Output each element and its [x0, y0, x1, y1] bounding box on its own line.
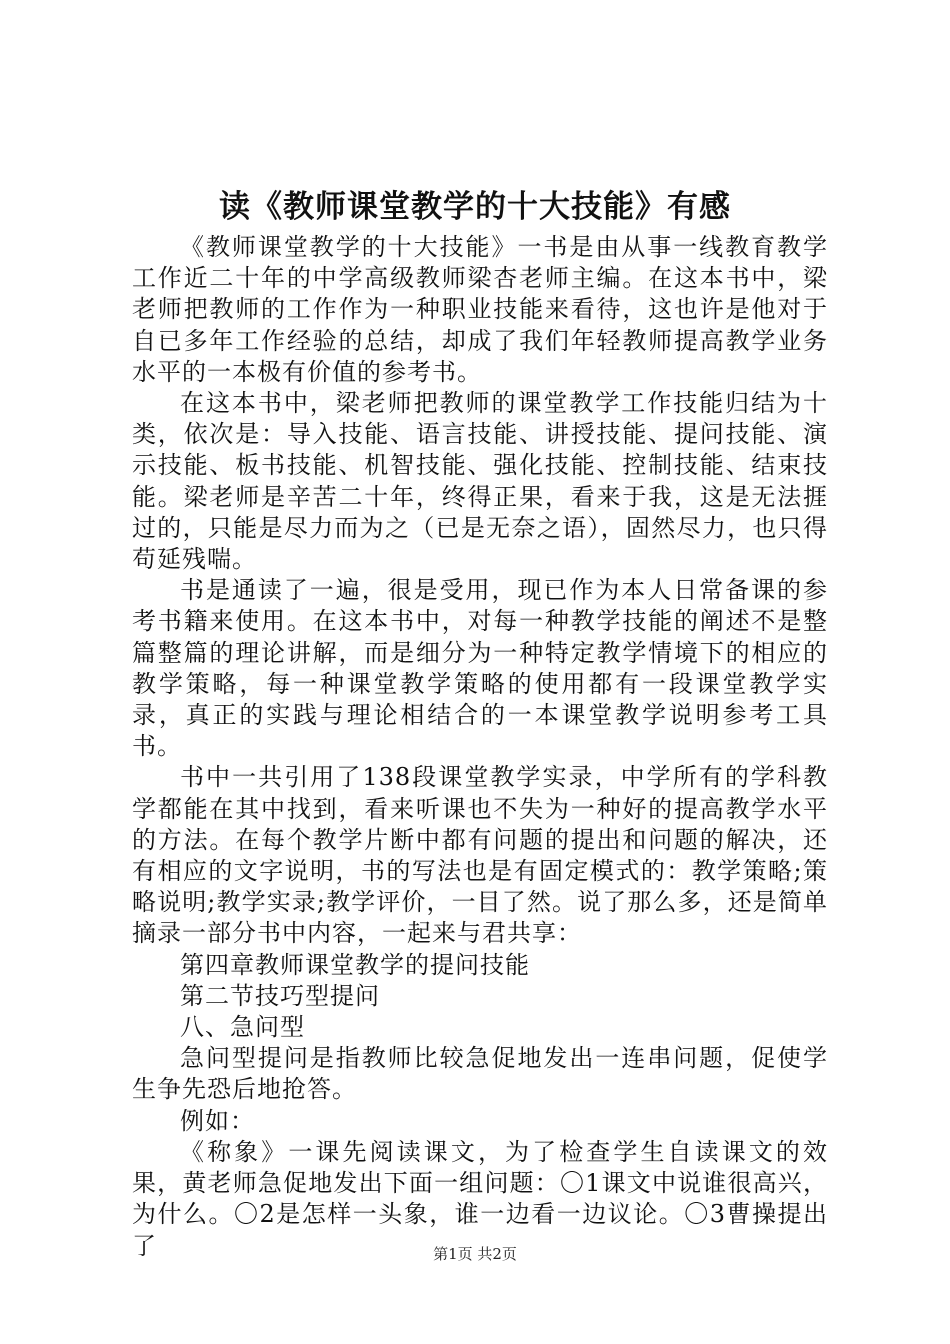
- paragraph: 《教师课堂教学的十大技能》一书是由从事一线教育教学工作近二十年的中学高级教师梁杏老师主编。在这本书中，梁老师把教师的工作作为一种职业技能来看待，这也许是他对于自已多年工作经验的总结，却成了我们年轻教师提高教学业务水平的一本极有价值的参考书。: [132, 233, 828, 386]
- document-body: [132, 232, 828, 1262]
- chapter-heading: 第四章教师课堂教学的提问技能: [180, 950, 530, 979]
- paragraph: 书是通读了一遍，很是受用，现已作为本人日常备课的参考书籍来使用。在这本书中，对每一种教学技能的阐述不是整篇整篇的理论讲解，而是细分为一种特定教学情境下的相应的教学策略，每一种课堂教学策略的使用都有一段课堂教学实录，真正的实践与理论相结合的一本课堂教学说明参考工具书。: [132, 576, 828, 761]
- subsection-heading: 八、急问型: [180, 1013, 305, 1042]
- paragraph: 例如：: [180, 1106, 255, 1135]
- paragraph: 在这本书中，梁老师把教师的课堂教学工作技能归结为十类，依次是：导入技能、语言技能、讲授技能、提问技能、演示技能、板书技能、机智技能、强化技能、控制技能、结束技能。梁老师是辛苦二十年，终得正果，看来于我，这是无法捱过的，只能是尽力而为之（已是无奈之语），固然尽力，也只得苟延残喘。: [132, 389, 828, 574]
- document-title: 读《教师课堂教学的十大技能》有感: [219, 189, 731, 225]
- paragraph: 《称象》一课先阅读课文，为了检查学生自读课文的效果，黄老师急促地发出下面一组问题：〇1课文中说谁很高兴，为什么。〇2是怎样一头象，谁一边看一边议论。〇3曹操提出了: [132, 1137, 828, 1260]
- section-heading: 第二节技巧型提问: [180, 981, 380, 1010]
- paragraph: 书中一共引用了138段课堂教学实录，中学所有的学科教学都能在其中找到，看来听课也不失为一种好的提高教学水平的方法。在每个教学片断中都有问题的提出和问题的解决，还有相应的文字说明，书的写法也是有固定模式的：教学策略;策略说明;教学实录;教学评价，一目了然。说了那么多，还是简单摘录一部分书中内容，一起来与君共享：: [132, 763, 828, 948]
- paragraph: 急问型提问是指教师比较急促地发出一连串问题，促使学生争先恐后地抢答。: [132, 1044, 828, 1104]
- page-footer: 第1页 共2页: [433, 1245, 517, 1263]
